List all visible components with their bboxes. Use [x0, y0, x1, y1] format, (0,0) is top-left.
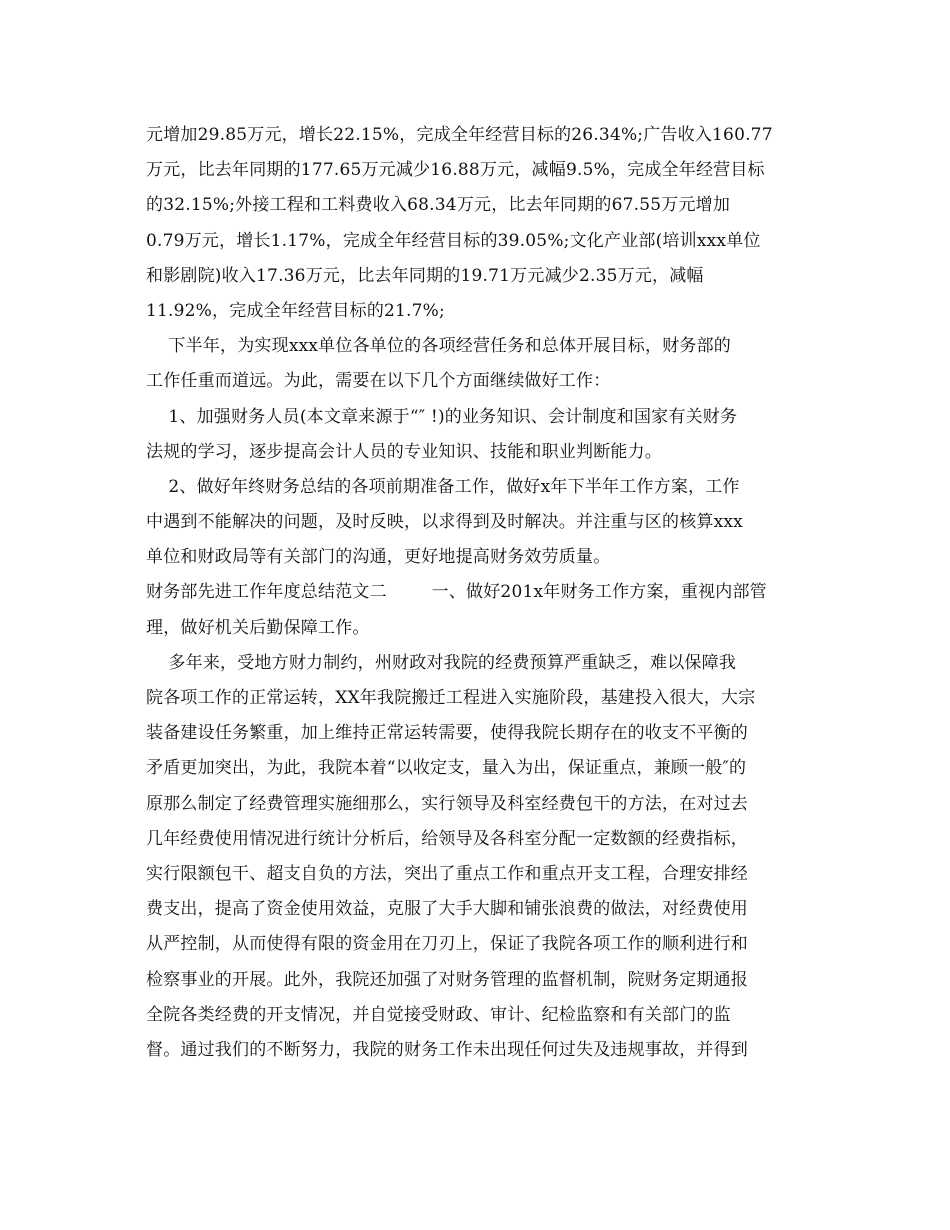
text-line: 全院各类经费的开支情况，并自觉接受财政、审计、纪检监察和有关部门的监	[146, 1004, 731, 1025]
text-line: 的32.15%;外接工程和工料费收入68.34万元，比去年同期的67.55万元增加	[146, 195, 731, 216]
text-line: 矛盾更加突出，为此，我院本着“以收定支，量入为出，保证重点，兼顾一般″的	[146, 758, 747, 779]
text-line: 元增加29.85万元，增长22.15%，完成全年经营目标的26.34%;广告收入160.77	[146, 125, 773, 145]
text-line: 多年来，受地方财力制约，州财政对我院的经费预算严重缺乏，难以保障我	[146, 652, 737, 673]
text-line: 几年经费使用情况进行统计分析后，给领导及各科室分配一定数额的经费指标，	[146, 828, 748, 849]
text-line: 法规的学习，逐步提高会计人员的专业知识、技能和职业判断能力。	[146, 441, 662, 462]
text-line: 下半年，为实现xxx单位各单位的各项经营任务和总体开展目标，财务部的	[146, 336, 731, 357]
text-line: 理，做好机关后勤保障工作。	[146, 617, 370, 638]
text-line: 从严控制，从而使得有限的资金用在刀刃上，保证了我院各项工作的顺利进行和	[146, 934, 748, 955]
text-line: 原那么制定了经费管理实施细那么，实行领导及科室经费包干的方法，在对过去	[146, 793, 748, 814]
section-heading-line: 财务部先进工作年度总结范文二 一、做好201x年财务工作方案，重视内部管	[146, 582, 767, 603]
text-line: 万元，比去年同期的177.65万元减少16.88万元，减幅9.5%，完成全年经营目标	[146, 160, 765, 181]
document-body	[146, 118, 826, 1068]
text-line: 和影剧院)收入17.36万元，比去年同期的19.71万元减少2.35万元，减幅	[146, 265, 704, 286]
text-line: 0.79万元，增长1.17%，完成全年经营目标的39.05%;文化产业部(培训xxx单位	[146, 230, 761, 251]
text-line: 11.92%，完成全年经营目标的21.7%;	[146, 300, 445, 321]
text-line: 2、做好年终财务总结的各项前期准备工作，做好x年下半年工作方案，工作	[146, 476, 740, 497]
text-line: 1、加强财务人员(本文章来源于“″ !)的业务知识、会计制度和国家有关财务	[146, 406, 738, 427]
text-line: 单位和财政局等有关部门的沟通，更好地提高财务效劳质量。	[146, 547, 611, 568]
text-line: 检察事业的开展。此外，我院还加强了对财务管理的监督机制，院财务定期通报	[146, 969, 748, 990]
text-line: 督。通过我们的不断努力，我院的财务工作未出现任何过失及违规事故，并得到	[146, 1039, 748, 1060]
text-line: 装备建设任务繁重，加上维持正常运转需要，使得我院长期存在的收支不平衡的	[146, 723, 748, 744]
text-line: 实行限额包干、超支自负的方法，突出了重点工作和重点开支工程，合理安排经	[146, 863, 748, 884]
text-line: 费支出，提高了资金使用效益，克服了大手大脚和铺张浪费的做法，对经费使用	[146, 899, 748, 920]
text-line: 工作任重而道远。为此，需要在以下几个方面继续做好工作：	[146, 371, 611, 392]
text-line: 中遇到不能解决的问题，及时反映，以求得到及时解决。并注重与区的核算xxx	[146, 512, 743, 533]
text-line: 院各项工作的正常运转，XX年我院搬迁工程进入实施阶段，基建投入很大，大宗	[146, 688, 756, 708]
